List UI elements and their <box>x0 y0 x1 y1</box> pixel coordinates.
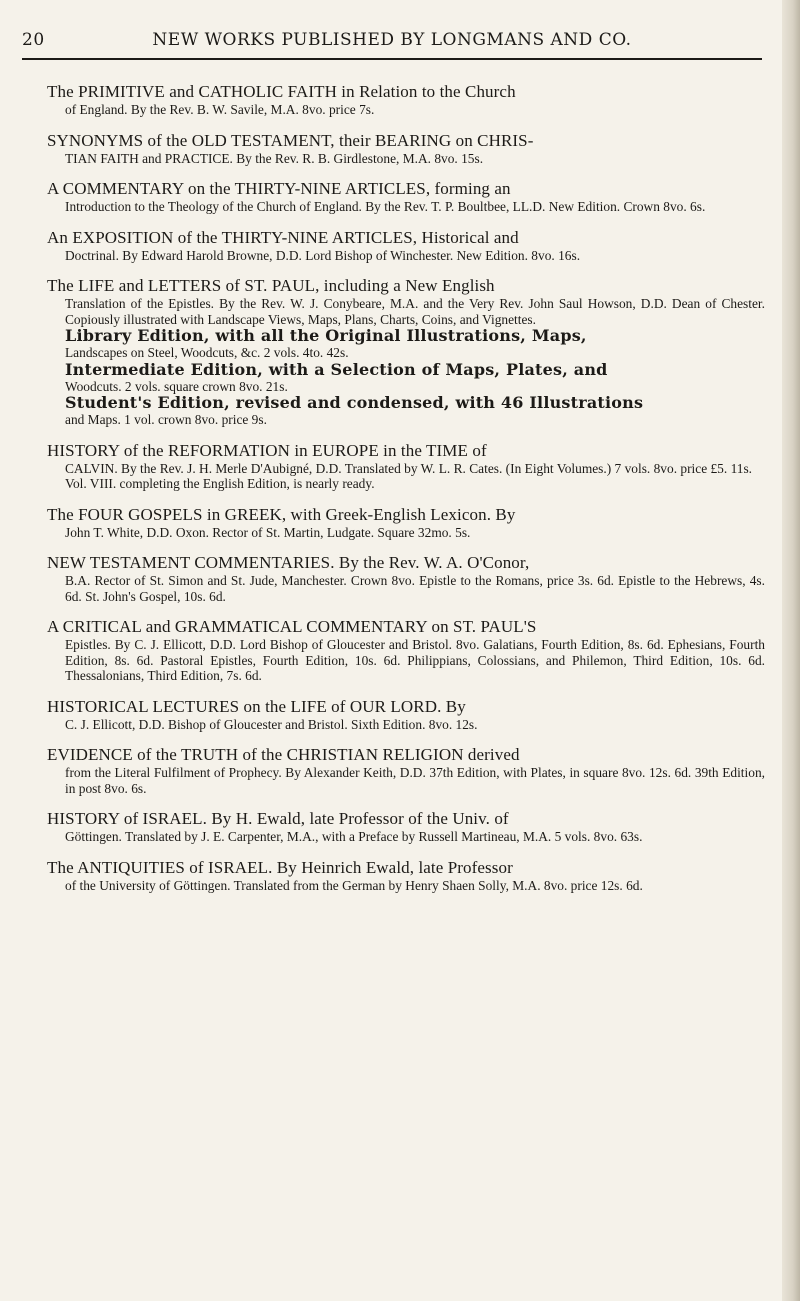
edition-text-student: and Maps. 1 vol. crown 8vo. price 9s. <box>65 412 267 427</box>
entry-heading: An EXPOSITION of the THIRTY-NINE ARTICLES, Historical and <box>47 227 519 247</box>
entry-critical-grammatical-commentary <box>47 617 765 684</box>
entry-heading: HISTORY of ISRAEL. By H. Ewald, late Professor of the Univ. of <box>47 809 509 828</box>
entry-heading: SYNONYMS of the OLD TESTAMENT, their BEARING on CHRIS- <box>47 130 534 150</box>
edition-text-intermediate: Woodcuts. 2 vols. square crown 8vo. 21s. <box>65 378 288 394</box>
entry-heading: The FOUR GOSPELS in GREEK, with Greek-English Lexicon. By <box>47 504 516 524</box>
entry-synonyms-old-testament <box>47 131 765 167</box>
entry-evidence-truth-christian-religion <box>47 745 765 796</box>
entry-heading: A COMMENTARY on the THIRTY-NINE ARTICLES, forming an <box>47 179 511 198</box>
entry-history-reformation <box>47 441 765 492</box>
entry-description: of England. By the Rev. B. W. Savile, M.A. 8vo. price 7s. <box>65 102 375 117</box>
entry-note: Vol. VIII. completing the English Edition, is nearly ready. <box>65 476 375 491</box>
entry-heading: NEW TESTAMENT COMMENTARIES. By the Rev. W. A. O'Conor, <box>47 553 530 572</box>
entry-exposition-thirty-nine-articles <box>47 228 765 264</box>
entry-description: B.A. Rector of St. Simon and St. Jude, Manchester. Crown 8vo. Epistle to the Romans, price 3s. 6d. Epistle to the Hebrews, 4s. 6d. St. John's Gospel, 10s. 6d. <box>65 573 765 604</box>
entry-history-israel <box>47 809 765 845</box>
entry-new-testament-commentaries <box>47 553 765 604</box>
entry-life-letters-st-paul <box>47 276 765 428</box>
header-title: NEW WORKS PUBLISHED BY LONGMANS AND CO. <box>152 30 632 50</box>
edition-text-library: Landscapes on Steel, Woodcuts, &c. 2 vols. 4to. 42s. <box>65 345 349 360</box>
edition-title-library: Library Edition, with all the Original Illustrations, Maps, <box>65 326 587 345</box>
entry-description: TIAN FAITH and PRACTICE. By the Rev. R. B. Girdlestone, M.A. 8vo. 15s. <box>65 150 484 166</box>
entry-heading: The LIFE and LETTERS of ST. PAUL, including a New English <box>47 276 495 295</box>
entry-description: Translation of the Epistles. By the Rev. W. J. Conybeare, M.A. and the Very Rev. John Saul Howson, D.D. Dean of Chester. Copiously illustrated with Landscape Views, Maps, Plans, Charts, Coins, and Vignettes. <box>65 296 765 327</box>
catalogue-entries <box>47 82 765 906</box>
page-number: 20 <box>22 30 45 50</box>
entry-description: John T. White, D.D. Oxon. Rector of St. Martin, Ludgate. Square 32mo. 5s. <box>65 524 471 540</box>
entry-heading: HISTORY of the REFORMATION in EUROPE in the TIME of <box>47 440 487 460</box>
entry-heading: HISTORICAL LECTURES on the LIFE of OUR LORD. By <box>47 696 466 716</box>
entry-heading: A CRITICAL and GRAMMATICAL COMMENTARY on ST. PAUL'S <box>47 617 537 636</box>
edition-title-intermediate: Intermediate Edition, with a Selection of Maps, Plates, and <box>65 359 608 379</box>
entry-heading: The ANTIQUITIES of ISRAEL. By Heinrich Ewald, late Professor <box>47 857 513 877</box>
entry-description: Introduction to the Theology of the Church of England. By the Rev. T. P. Boultbee, LL.D. New Edition. Crown 8vo. 6s. <box>65 199 706 214</box>
entry-antiquities-israel <box>47 858 765 894</box>
running-header <box>22 30 762 56</box>
entry-description: Epistles. By C. J. Ellicott, D.D. Lord Bishop of Gloucester and Bristol. 8vo. Galatians, Fourth Edition, 8s. 6d. Ephesians, Fourth Edition, 8s. 6d. Pastoral Epistles, Fourth Edition, 10s. 6d. Philippians, Colossians, and Philemon, Third Edition, 10s. 6d. Thessalonians, Third Edition, 7s. 6d. <box>65 637 765 683</box>
entry-description: Doctrinal. By Edward Harold Browne, D.D. Lord Bishop of Winchester. New Edition. 8vo. 16s. <box>65 247 581 263</box>
entry-commentary-thirty-nine-articles <box>47 179 765 215</box>
entry-description: from the Literal Fulfilment of Prophecy. By Alexander Keith, D.D. 37th Edition, with Plates, in square 8vo. 12s. 6d. 39th Edition, in post 8vo. 6s. <box>65 765 765 796</box>
entry-four-gospels-greek <box>47 505 765 541</box>
page-edge <box>782 0 800 1301</box>
entry-description: CALVIN. By the Rev. J. H. Merle D'Aubigné, D.D. Translated by W. L. R. Cates. (In Eight Volumes.) 7 vols. 8vo. price £5. 11s. <box>65 460 753 476</box>
entry-description: of the University of Göttingen. Translated from the German by Henry Shaen Solly, M.A. 8vo. price 12s. 6d. <box>65 877 643 893</box>
entry-heading: EVIDENCE of the TRUTH of the CHRISTIAN RELIGION derived <box>47 745 520 764</box>
entry-primitive-catholic-faith <box>47 82 765 118</box>
edition-title-student: Student's Edition, revised and condensed, with 46 Illustrations <box>65 393 644 412</box>
header-rule <box>22 58 762 60</box>
entry-description: Göttingen. Translated by J. E. Carpenter, M.A., with a Preface by Russell Martineau, M.A. 5 vols. 8vo. 63s. <box>65 829 643 844</box>
entry-description: C. J. Ellicott, D.D. Bishop of Gloucester and Bristol. Sixth Edition. 8vo. 12s. <box>65 716 478 732</box>
entry-heading: The PRIMITIVE and CATHOLIC FAITH in Relation to the Church <box>47 82 516 101</box>
entry-historical-lectures <box>47 697 765 733</box>
